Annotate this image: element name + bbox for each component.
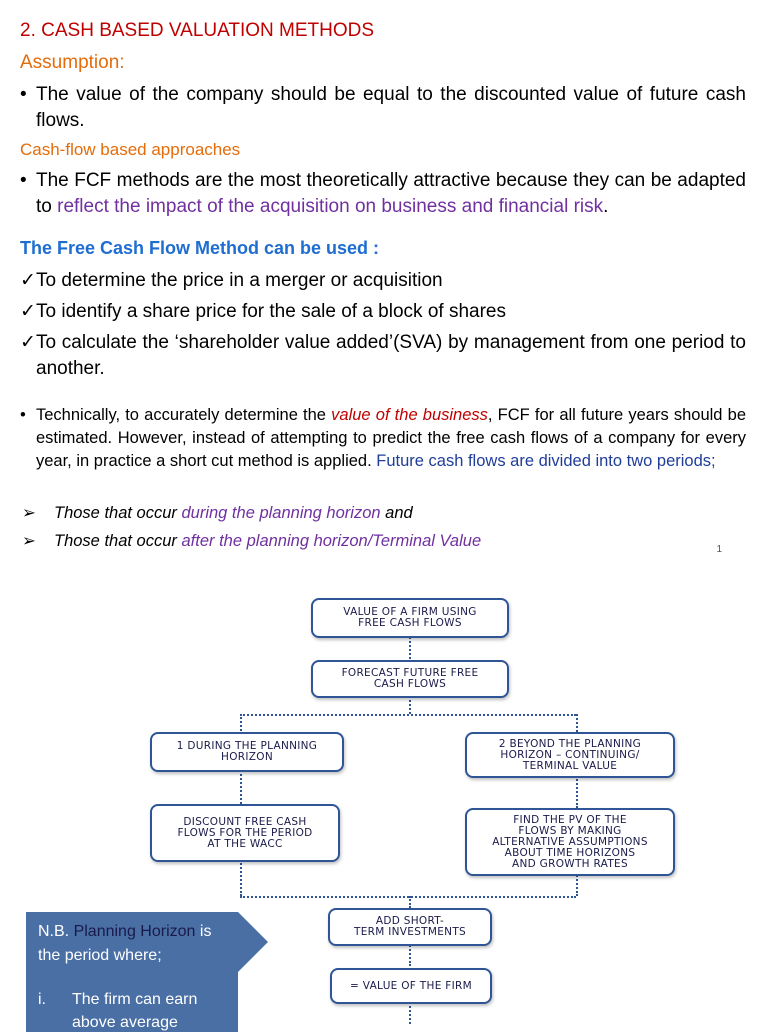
connector (240, 714, 576, 716)
box-value-firm-fcf (311, 598, 509, 638)
check-icon: ✓ (20, 301, 36, 322)
assumption-heading: Assumption: (20, 52, 125, 73)
note-is: is (195, 923, 212, 940)
box-line: VALUE OF A FIRM USING (343, 606, 477, 618)
fcf-text-a: The FCF methods are the most theoretically attractive because they can be adapted to (36, 170, 746, 217)
box-line: FREE CASH FLOWS (358, 617, 462, 629)
box-forecast (311, 660, 509, 698)
box-line: DISCOUNT FREE CASH (183, 815, 307, 828)
arrow2-b: after the planning horizon/Terminal Value (181, 532, 482, 550)
box-line: 2 BEYOND THE PLANNING (498, 737, 642, 750)
arrow2-a: Those that occur (54, 532, 182, 550)
bullet-mark: • (20, 406, 26, 424)
connector (409, 896, 411, 908)
note-nb: N.B. (38, 923, 70, 940)
check-item-2: To identify a share price for the sale of a block of shares (36, 301, 506, 322)
connector (409, 1002, 411, 1024)
arrow1-a: Those that occur (54, 504, 182, 522)
arrow1-c: and (380, 504, 413, 522)
note-item-text-2: above average (72, 1014, 178, 1031)
connector (409, 634, 411, 662)
technically-b: , FCF for all future years should be estimated. However, instead of attempting to predict the free cash flows of a company for every year, in practice a short cut method is applied. (36, 406, 746, 470)
box-line: TERM INVESTMENTS (353, 926, 466, 938)
arrow-icon: ➢ (22, 504, 36, 522)
note-term: Planning Horizon (73, 923, 196, 940)
connector (576, 714, 578, 732)
flow-diagram (0, 570, 768, 1031)
bullet-mark: • (20, 84, 27, 105)
check-icon: ✓ (20, 270, 36, 291)
connector (240, 714, 242, 734)
slide-title: 2. CASH BASED VALUATION METHODS (20, 20, 375, 41)
box-line: FLOWS BY MAKING (518, 824, 622, 837)
technically-text (36, 404, 746, 473)
box-beyond-horizon (465, 732, 675, 778)
bullet-mark: • (20, 170, 27, 191)
box-during-horizon (150, 732, 344, 772)
connector (240, 770, 242, 804)
connector (240, 860, 242, 896)
check-icon: ✓ (20, 332, 36, 353)
check-item-1: To determine the price in a merger or acquisition (36, 270, 443, 291)
box-line: AT THE WACC (207, 837, 283, 850)
planning-horizon-note (26, 912, 238, 1032)
check-item-3: To calculate the ‘shareholder value added’(SVA) by management from one period to another. (36, 332, 746, 379)
box-line: HORIZON (221, 751, 273, 763)
note-item-num: i. (38, 991, 46, 1008)
box-line: AND GROWTH RATES (512, 857, 628, 870)
box-line: FORECAST FUTURE FREE (341, 667, 479, 679)
fcf-method-heading: The Free Cash Flow Method can be used : (20, 238, 380, 258)
fcf-text-end: . (603, 196, 609, 217)
page-number: 1 (716, 544, 722, 555)
box-line: CASH FLOWS (373, 678, 447, 690)
box-line: HORIZON – CONTINUING/ (500, 748, 640, 761)
arrow-icon: ➢ (22, 532, 36, 550)
arrow-item-2 (54, 530, 481, 553)
box-line: TERMINAL VALUE (522, 759, 618, 772)
technically-c: Future cash flows are divided into two periods; (376, 452, 716, 470)
note-pointer (238, 912, 268, 972)
box-line: ADD SHORT- (375, 915, 445, 927)
box-line: ALTERNATIVE ASSUMPTIONS (492, 835, 648, 848)
arrow-item-1 (54, 502, 413, 525)
assumption-text: The value of the company should be equal to the discounted value of future cash flows. (36, 84, 746, 131)
fcf-text-highlight: reflect the impact of the acquisition on business and financial risk (57, 196, 604, 217)
box-line: FIND THE PV OF THE (513, 813, 627, 826)
box-value-of-firm (330, 968, 492, 1004)
arrow1-b: during the planning horizon (181, 504, 381, 522)
technically-a: Technically, to accurately determine the (36, 406, 332, 424)
note-item-text: The firm can earn (72, 991, 198, 1008)
box-line: ABOUT TIME HORIZONS (504, 846, 636, 859)
note-line-2: the period where; (38, 947, 162, 964)
box-discount (150, 804, 340, 862)
box-add-short-term (328, 908, 492, 946)
box-find-pv (465, 808, 675, 876)
technically-highlight: value of the business (331, 406, 488, 424)
connector (576, 776, 578, 808)
fcf-text (36, 168, 746, 220)
box-line: = VALUE OF THE FIRM (350, 979, 472, 992)
note-line-1 (38, 920, 211, 943)
connector (240, 896, 576, 898)
cashflow-heading: Cash-flow based approaches (20, 140, 241, 159)
box-line: FLOWS FOR THE PERIOD (177, 826, 313, 839)
box-line: 1 DURING THE PLANNING (176, 740, 318, 752)
